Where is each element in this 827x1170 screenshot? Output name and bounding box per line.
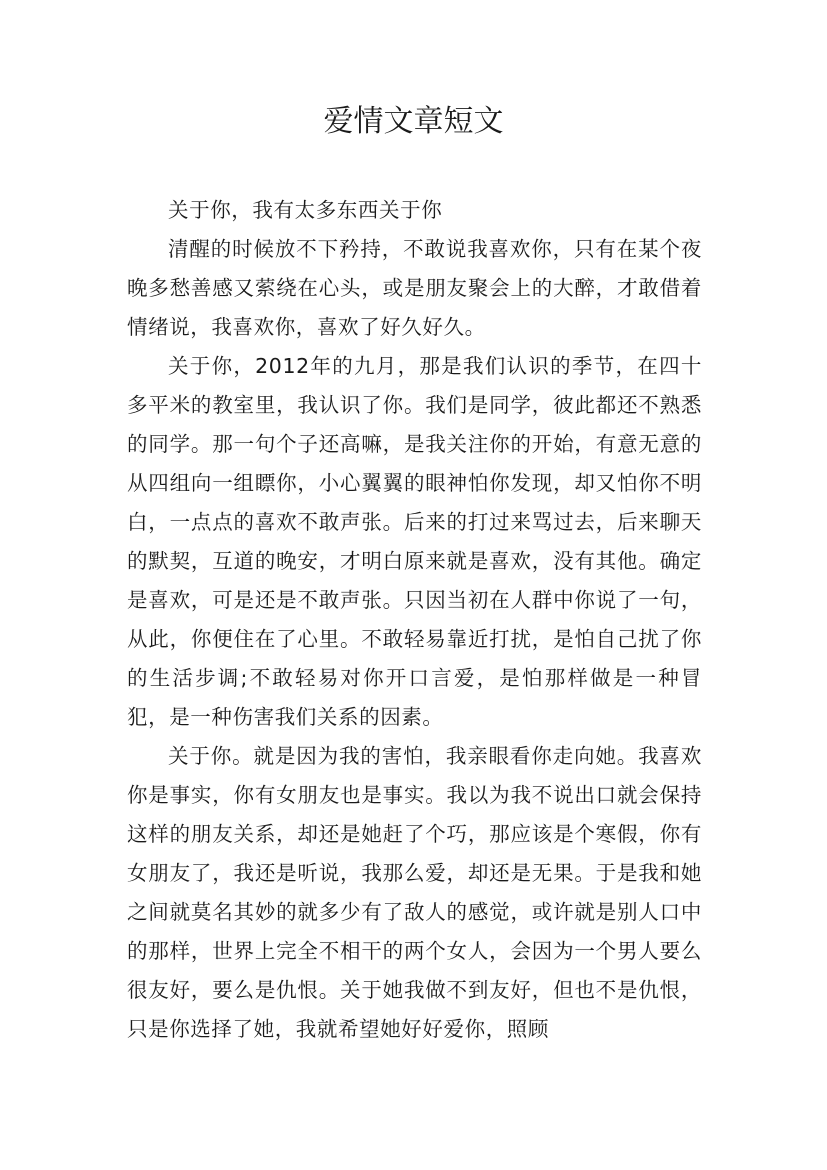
paragraph: 关于你。就是因为我的害怕，我亲眼看你走向她。我喜欢你是事实，你有女朋友也是事实。我以为我不说出口就会保持这样的朋友关系，却还是她赶了个巧，那应该是个寒假，你有女朋友了，我还是听说，我那么爱，却还是无果。于是我和她之间就莫名其妙的就多少有了敌人的感觉，或许就是别人口中的那样，世界上完全不相干的两个女人，会因为一个男人要么很友好，要么是仇恨。关于她我做不到友好，但也不是仇恨，只是你选择了她，我就希望她好好爱你，照顾 — [127, 744, 702, 1041]
paragraph: 关于你，2012年的九月，那是我们认识的季节，在四十多平米的教室里，我认识了你。我们是同学，彼此都还不熟悉的同学。那一句个子还高嘛，是我关注你的开始，有意无意的从四组向一组瞟你，小心翼翼的眼神怕你发现，却又怕你不明白，一点点的喜欢不敢声张。后来的打过来骂过去，后来聊天的默契，互道的晚安，才明白原来就是喜欢，没有其他。确定是喜欢，可是还是不敢声张。只因当初在人群中你说了一句，从此，你便住在了心里。不敢轻易靠近打扰，是怕自己扰了你的生活步调;不敢轻易对你开口言爱，是怕那样做是一种冒犯，是一种伤害我们关系的因素。 — [127, 354, 702, 729]
paragraph: 清醒的时候放不下矜持，不敢说我喜欢你，只有在某个夜晚多愁善感又萦绕在心头，或是朋友聚会上的大醉，才敢借着情绪说，我喜欢你，喜欢了好久好久。 — [127, 237, 702, 339]
paragraph: 关于你，我有太多东西关于你 — [168, 198, 443, 222]
document-body — [127, 191, 702, 1049]
document-title: 爱情文章短文 — [323, 104, 504, 139]
